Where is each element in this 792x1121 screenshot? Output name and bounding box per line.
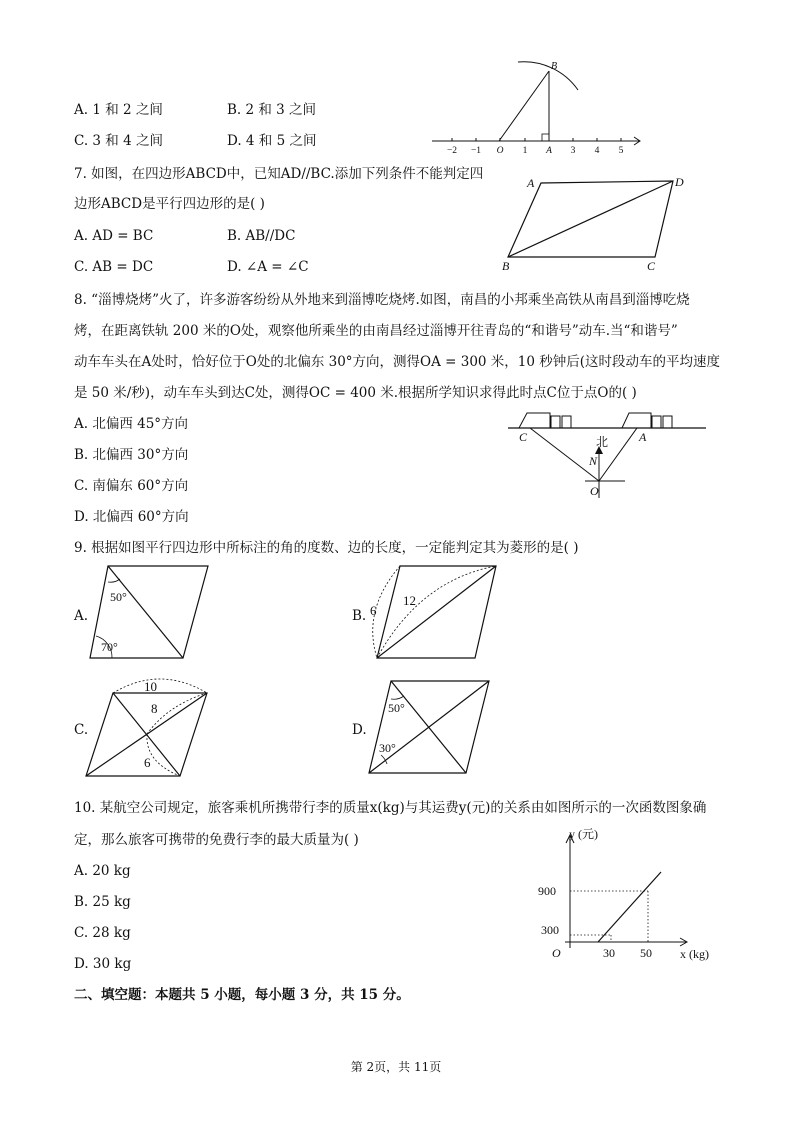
q9-stem: 9. 根据如图平行四边形中所标注的角的度数、边的长度，一定能判定其为菱形的是( ) [74,540,579,556]
q8-option-d: D. 北偏西 60°方向 [74,509,189,525]
q10-stem-line1: 10. 某航空公司规定，旅客乘机所携带行李的质量x(kg)与其运费y(元)的关系由如图所示的一次函数图象确 [74,800,707,816]
q10-y-axis-label: y (元) [569,827,598,841]
q7-stem-line1: 7. 如图，在四边形ABCD中，已知AD//BC.添加下列条件不能判定四 [74,166,484,182]
q8-stem-line2: 烤，在距离铁轨 200 米的O处，观察他所乘坐的由南昌经过淄博开往青岛的“和谐号”动车.当“和谐号” [74,323,678,339]
q6-option-a: A. 1 和 2 之间 [74,102,163,118]
q8-stem-line4: 是 50 米/秒)，动车车头到达C处，测得OC = 400 米.根据所学知识求得此时点C位于点O的( ) [74,385,637,401]
q9b-side-label: 12 [403,593,416,608]
q9c-side-label: 6 [144,755,151,770]
q10-x-tick-50: 50 [640,946,652,960]
q8-label-n: N [589,454,598,468]
q6-tick-label: −1 [470,146,482,156]
q10-stem-line2: 定，那么旅客可携带的免费行李的最大质量为( ) [74,832,359,848]
q9a-angle-label: 70° [101,640,118,654]
q6-tick-label: O [496,146,504,156]
q7-option-b: B. AB//DC [227,228,296,244]
q10-option-b: B. 25 kg [74,894,131,910]
q6-option-b: B. 2 和 3 之间 [227,102,317,118]
q7-option-a: A. AD = BC [74,228,154,244]
q6-tick-label: 4 [594,146,600,156]
q9d-angle-label: 30° [379,741,396,755]
q8-stem-line3: 动车车头在A处时，恰好位于O处的北偏东 30°方向，测得OA = 300 米，10 秒钟后(这时段动车的平均速度 [74,354,721,370]
q9-option-a: A. [74,608,89,624]
q8-stem-line1: 8. “淄博烧烤”火了，许多游客纷纷从外地来到淄博吃烧烤.如图，南昌的小邦乘坐高铁从南昌到淄博吃烧 [74,292,690,308]
q9b-side-label: 6 [370,603,377,618]
q6-point-b-label: B [551,61,558,72]
q6-tick-label: 3 [570,146,576,156]
q10-origin-label: O [552,946,561,960]
q7-option-c: C. AB = DC [74,259,154,275]
q8-label-north: 北 [596,435,609,449]
q8-option-b: B. 北偏西 30°方向 [74,447,189,463]
q9d-angle-label: 50° [388,701,405,715]
q6-option-d: D. 4 和 5 之间 [227,133,317,149]
q10-option-c: C. 28 kg [74,925,131,941]
q7-stem-line2: 边形ABCD是平行四边形的是( ) [74,196,265,212]
q7-label-c: C [647,259,656,273]
q9-option-d: D. [352,722,367,738]
q9-option-c: C. [74,722,89,738]
q10-x-axis-label: x (kg) [680,947,709,961]
q10-option-d: D. 30 kg [74,956,132,972]
q9c-side-label: 8 [151,701,158,716]
page-footer: 第 2页，共 11页 [350,1060,442,1074]
q9a-angle-label: 50° [110,590,127,604]
q10-x-tick-30: 30 [603,946,615,960]
q8-option-a: A. 北偏西 45°方向 [74,416,189,432]
q8-option-c: C. 南偏东 60°方向 [74,478,189,494]
q10-option-a: A. 20 kg [74,863,131,879]
q6-tick-label: 5 [618,146,624,156]
q7-label-d: D [675,175,684,189]
q6-tick-label: −2 [446,146,458,156]
q8-label-a: A [639,430,647,444]
q7-label-a: A [527,176,535,190]
q7-label-b: B [502,259,510,273]
q7-option-d: D. ∠A = ∠C [227,259,309,275]
q10-y-tick-900: 900 [538,884,556,898]
q10-y-tick-300: 300 [541,923,559,937]
q9c-side-label: 10 [144,679,157,694]
section-heading-fill-in: 二、填空题：本题共 5 小题，每小题 3 分，共 15 分。 [74,987,410,1003]
q8-label-c: C [519,430,528,444]
q6-tick-label: 1 [522,146,528,156]
q6-option-c: C. 3 和 4 之间 [74,133,163,149]
q6-tick-label: A [546,146,552,156]
q9-option-b: B. [352,608,367,624]
q8-label-o: O [590,484,599,498]
